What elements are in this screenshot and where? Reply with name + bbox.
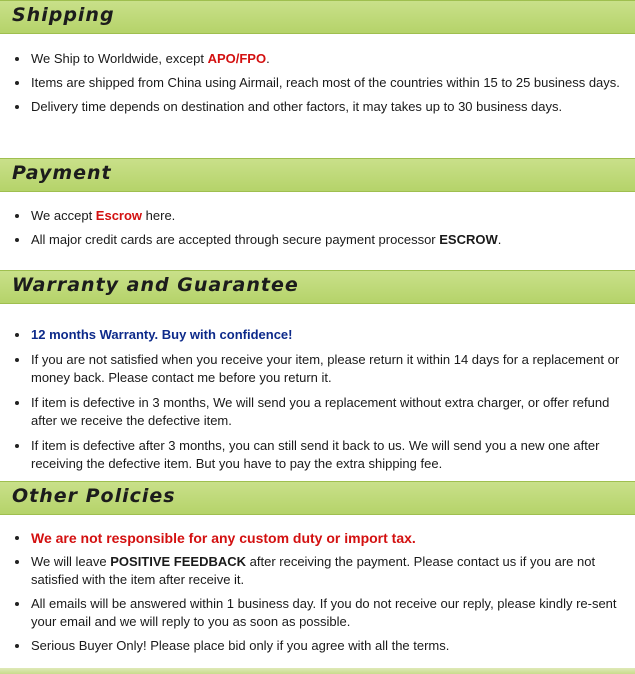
shipping-header: [0, 0, 635, 34]
positive-feedback-bold: POSITIVE FEEDBACK: [110, 554, 247, 569]
list-item: Serious Buyer Only! Please place bid only if you agree with all the terms.: [0, 637, 635, 655]
apo-fpo-highlight: APO/FPO: [207, 51, 267, 66]
list-item: All major credit cards are accepted through secure payment processor ESCROW.: [0, 231, 635, 249]
list-item: We will leave POSITIVE FEEDBACK after receiving the payment. Please contact us if you are not satisfied with the item after receive it.: [0, 553, 635, 589]
list-item: If item is defective after 3 months, you can still send it back to us. We will send you a new one after receiving the defective item. But you have to pay the extra shipping fee.: [0, 437, 635, 473]
other-title: Other Policies: [12, 485, 176, 507]
list-item: We Ship to Worldwide, except APO/FPO.: [0, 50, 635, 68]
other-list: [0, 529, 635, 655]
list-item: We are not responsible for any custom duty or import tax.: [0, 529, 635, 547]
other-header: [0, 481, 635, 515]
list-item: We accept Escrow here.: [0, 207, 635, 225]
bottom-strip: [0, 668, 635, 674]
escrow-highlight: Escrow: [95, 208, 143, 223]
warranty-title: Warranty and Guarantee: [12, 274, 299, 296]
warranty-list: [0, 326, 635, 473]
shipping-title: Shipping: [12, 4, 115, 26]
list-item: If you are not satisfied when you receive your item, please return it within 14 days for a replacement or money back. Please contact me before you return it.: [0, 351, 635, 387]
payment-list: [0, 207, 635, 249]
list-item: Delivery time depends on destination and other factors, it may takes up to 30 business days.: [0, 98, 635, 116]
list-item: If item is defective in 3 months, We will send you a replacement without extra charger, or offer refund after we receive the defective item.: [0, 394, 635, 430]
list-item: Items are shipped from China using Airmail, reach most of the countries within 15 to 25 business days.: [0, 74, 635, 92]
payment-title: Payment: [12, 162, 112, 184]
escrow-bold: ESCROW: [439, 232, 498, 247]
shipping-list: [0, 50, 635, 116]
warranty-header: [0, 270, 635, 304]
payment-header: [0, 158, 635, 192]
list-item: All emails will be answered within 1 business day. If you do not receive our reply, please kindly re-sent your email and we will reply to you as soon as possible.: [0, 595, 635, 631]
list-item: 12 months Warranty. Buy with confidence!: [0, 326, 635, 344]
